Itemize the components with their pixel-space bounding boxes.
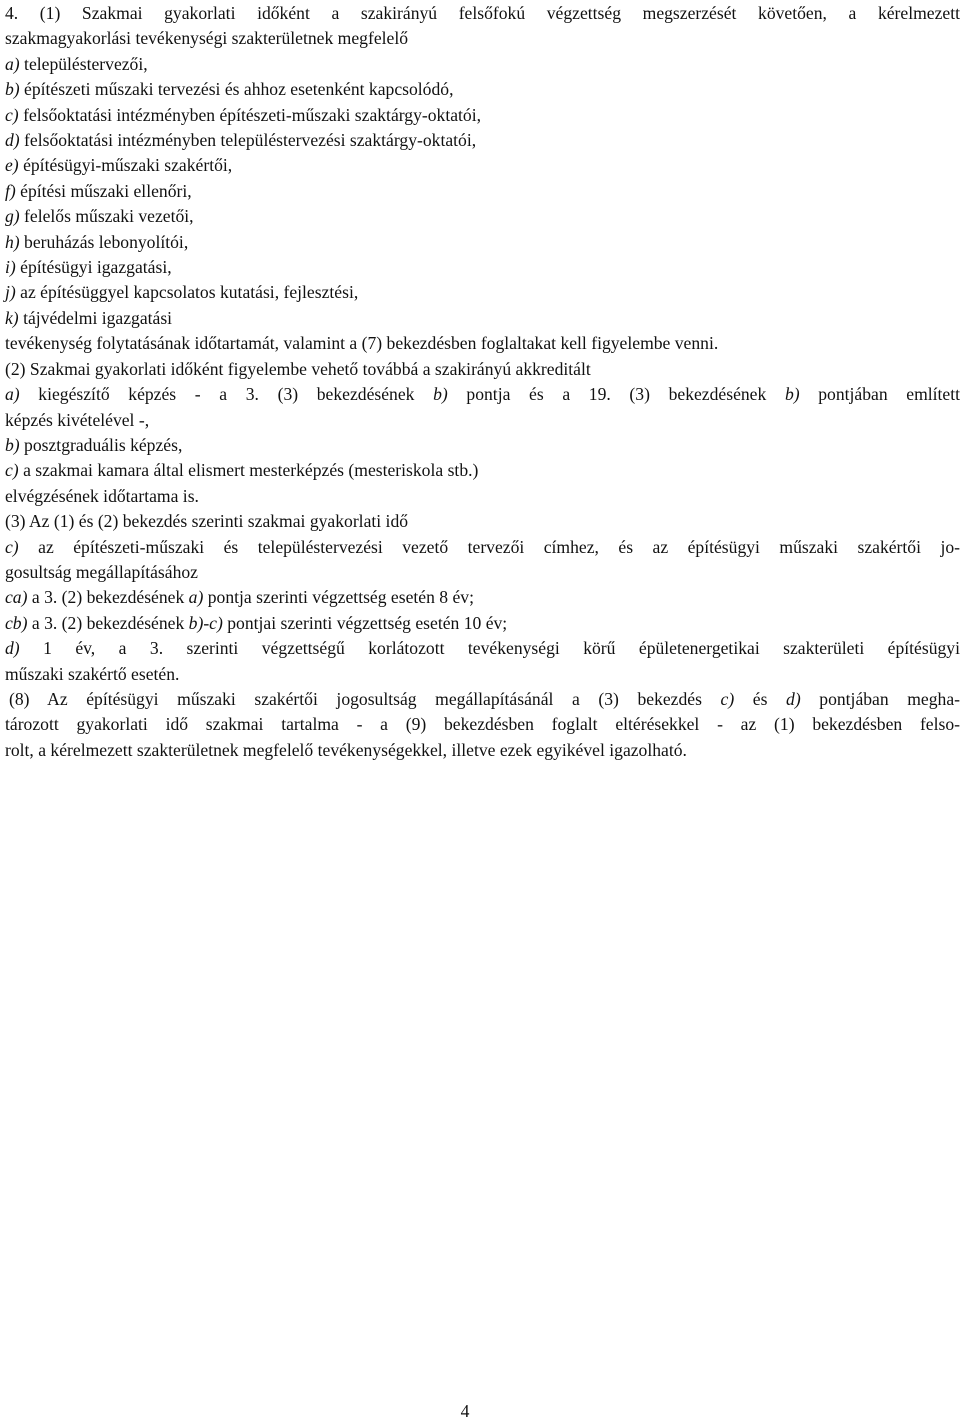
page-number: 4 <box>460 1401 470 1421</box>
item-marker: k) <box>5 307 19 328</box>
text-run: posztgraduális képzés, <box>19 434 183 455</box>
text-run: pontja és a 19. (3) bekezdésének <box>447 384 785 405</box>
text-run: felelős műszaki vezetői, <box>19 206 194 227</box>
item-marker: b) <box>784 384 800 405</box>
text-line <box>5 255 960 280</box>
text-line <box>5 662 960 687</box>
text-run: pontjában említett <box>799 384 960 405</box>
text-line <box>5 408 960 433</box>
text-line <box>5 153 960 178</box>
item-marker: i) <box>5 257 16 278</box>
item-marker: ca) <box>5 587 28 608</box>
item-marker: c) <box>5 104 19 125</box>
text-run: beruházás lebonyolítói, <box>19 231 189 252</box>
text-line <box>5 77 960 102</box>
text-line <box>5 585 960 610</box>
item-marker: c) <box>5 460 19 481</box>
item-marker: g) <box>5 206 20 227</box>
text-run: és <box>734 688 787 709</box>
text-line <box>5 357 960 382</box>
text-run: tájvédelmi igazgatási <box>18 307 173 328</box>
text-line <box>5 484 960 509</box>
text-line <box>5 306 960 331</box>
text-run: az építészeti-műszaki és településtervezési vezető tervezői címhez, és az építésügyi műszaki szakértői jo- <box>18 536 960 557</box>
text-line <box>5 738 960 763</box>
text-run: elvégzésének időtartama is. <box>5 485 199 506</box>
text-line <box>5 611 960 636</box>
document-body <box>5 1 960 763</box>
text-run: (2) Szakmai gyakorlati időként figyelembe vehető továbbá a szakirányú akkreditált <box>5 358 591 379</box>
text-run: építészeti műszaki tervezési és ahhoz esetenként kapcsolódó, <box>19 79 454 100</box>
text-line <box>5 535 960 560</box>
text-line <box>5 204 960 229</box>
text-line <box>5 382 960 407</box>
text-run: településtervezői, <box>19 53 148 74</box>
text-run: felsőoktatási intézményben településtervezési szaktárgy-oktatói, <box>19 130 477 151</box>
text-run: építésügyi igazgatási, <box>15 257 172 278</box>
text-run: 4. (1) Szakmai gyakorlati időként a szakirányú felsőfokú végzettség megszerzését követően, a kérelmezett <box>5 3 960 23</box>
text-line <box>5 179 960 204</box>
text-run: az építésüggyel kapcsolatos kutatási, fejlesztési, <box>15 282 359 303</box>
item-marker: b) <box>5 79 20 100</box>
text-run: szakmagyakorlási tevékenységi szakterületnek megfelelő <box>5 28 409 49</box>
item-marker: a) <box>188 587 204 608</box>
text-line <box>5 560 960 585</box>
item-marker: a) <box>5 384 20 405</box>
text-line <box>5 636 960 661</box>
text-run: pontjában megha- <box>800 688 960 709</box>
text-run: (8) Az építésügyi műszaki szakértői jogosultság megállapításánál a (3) bekezdés <box>9 688 721 709</box>
text-line <box>5 509 960 534</box>
text-line <box>5 433 960 458</box>
text-line <box>5 103 960 128</box>
text-run: pontja szerinti végzettség esetén 8 év; <box>203 587 474 608</box>
text-run: a 3. (2) bekezdésének <box>27 612 189 633</box>
text-line <box>5 1 960 26</box>
text-run: 1 év, a 3. szerinti végzettségű korlátozott tevékenységi körű épületenergetikai szakterületi építésügyi <box>19 638 960 659</box>
text-line <box>5 52 960 77</box>
text-line <box>5 712 960 737</box>
item-marker: d) <box>5 638 20 659</box>
text-run: pontjai szerinti végzettség esetén 10 év; <box>222 612 508 633</box>
item-marker: h) <box>5 231 20 252</box>
text-line <box>5 458 960 483</box>
text-run: építési műszaki ellenőri, <box>15 180 192 201</box>
text-run: tározott gyakorlati idő szakmai tartalma - a (9) bekezdésben foglalt eltérésekkel - az (1) bekezdésben felso- <box>5 714 960 735</box>
text-run: gosultság megállapításához <box>5 561 198 582</box>
text-run: felsőoktatási intézményben építészeti-műszaki szaktárgy-oktatói, <box>18 104 482 125</box>
item-marker: d) <box>5 130 20 151</box>
text-run: (3) Az (1) és (2) bekezdés szerinti szakmai gyakorlati idő <box>5 511 409 532</box>
item-marker: b) <box>433 384 448 405</box>
text-run: rolt, a kérelmezett szakterületnek megfelelő tevékenységekkel, illetve ezek egyikével igazolható. <box>5 739 687 760</box>
text-line <box>5 331 960 356</box>
item-marker: b)-c) <box>188 612 223 633</box>
text-line <box>5 280 960 305</box>
item-marker: e) <box>5 155 19 176</box>
item-marker: cb) <box>5 612 28 633</box>
text-line <box>5 128 960 153</box>
text-run: tevékenység folytatásának időtartamát, valamint a (7) bekezdésben foglaltakat kell figyelembe venni. <box>5 333 719 354</box>
text-run: építésügyi-műszaki szakértői, <box>18 155 233 176</box>
text-run: a szakmai kamara által elismert mesterképzés (mesteriskola stb.) <box>18 460 479 481</box>
item-marker: f) <box>5 180 16 201</box>
text-line <box>5 26 960 51</box>
item-marker: c) <box>5 536 19 557</box>
text-run: kiegészítő képzés - a 3. (3) bekezdésének <box>19 384 434 405</box>
item-marker: j) <box>5 282 16 303</box>
text-run: műszaki szakértő esetén. <box>5 663 180 684</box>
item-marker: d) <box>786 688 801 709</box>
text-line <box>5 687 960 712</box>
text-line <box>5 230 960 255</box>
text-run: képzés kivételével -, <box>5 409 150 430</box>
item-marker: a) <box>5 53 20 74</box>
item-marker: b) <box>5 434 20 455</box>
item-marker: c) <box>720 688 735 709</box>
text-run: a 3. (2) bekezdésének <box>27 587 189 608</box>
